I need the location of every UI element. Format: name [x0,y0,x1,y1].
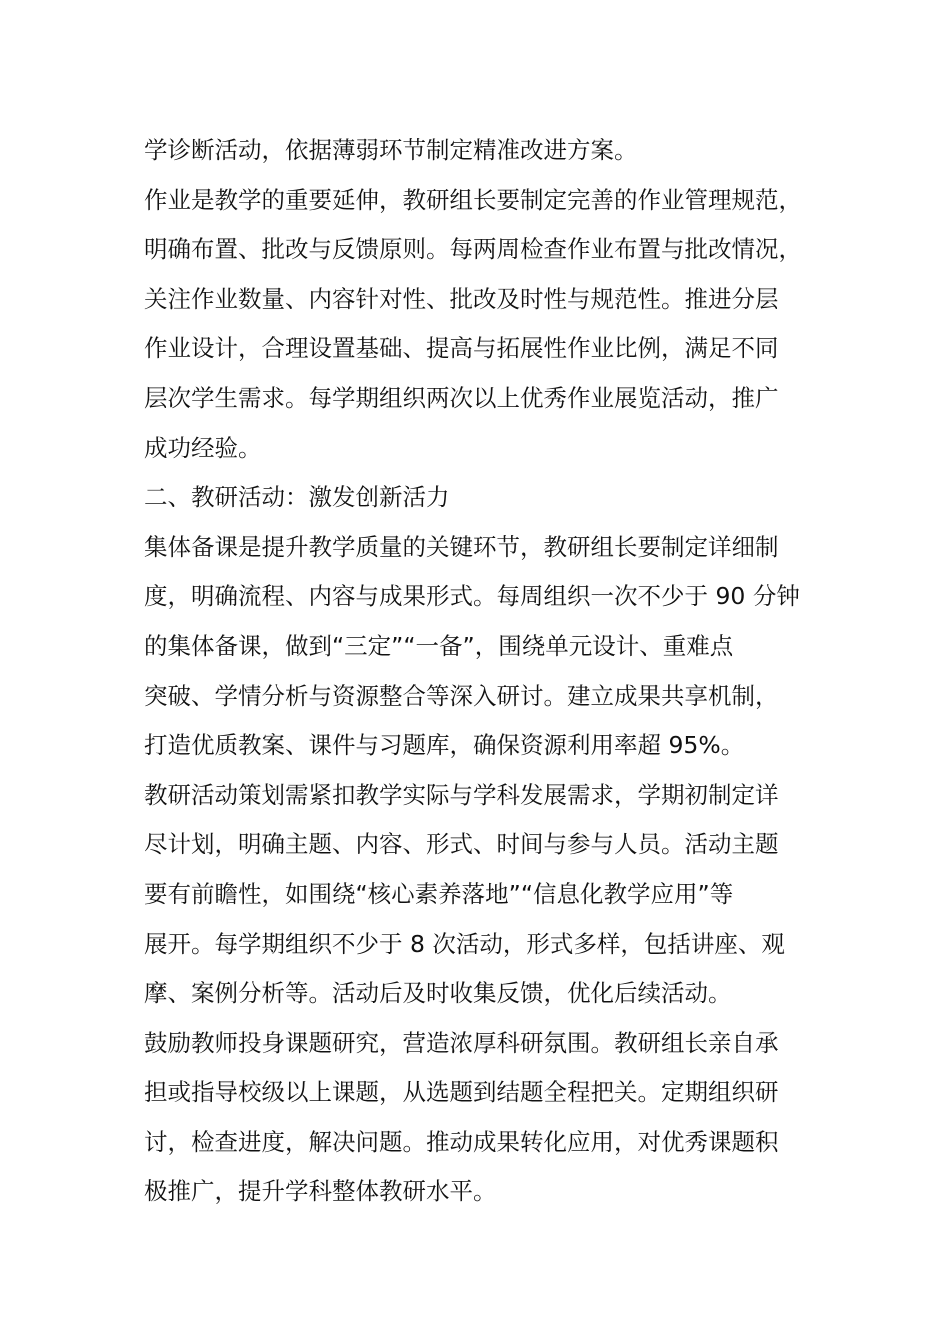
text-line: 成功经验。 [144,433,262,462]
text-line: 突破、学情分析与资源整合等深入研讨。建立成果共享机制， [144,681,779,710]
text-line: 的集体备课，做到“三定”“一备”，围绕单元设计、重难点 [144,631,734,660]
text-line: 集体备课是提升教学质量的关键环节，教研组长要制定详细制 [144,532,779,561]
text-line: 极推广，提升学科整体教研水平。 [144,1177,497,1206]
text-line: 打造优质教案、课件与习题库，确保资源利用率超 95%。 [144,731,745,760]
body-text [144,126,844,1217]
text-line: 层次学生需求。每学期组织两次以上优秀作业展览活动，推广 [144,383,779,412]
text-line: 教研活动策划需紧扣教学实际与学科发展需求，学期初制定详 [144,780,779,809]
text-line: 展开。每学期组织不少于 8 次活动，形式多样，包括讲座、观 [144,929,785,958]
text-line: 关注作业数量、内容针对性、批改及时性与规范性。推进分层 [144,284,779,313]
text-line: 明确布置、批改与反馈原则。每两周检查作业布置与批改情况， [144,235,802,264]
text-line: 要有前瞻性，如围绕“核心素养落地”“信息化教学应用”等 [144,879,734,908]
text-line: 鼓励教师投身课题研究，营造浓厚科研氛围。教研组长亲自承 [144,1028,779,1057]
text-line: 尽计划，明确主题、内容、形式、时间与参与人员。活动主题 [144,830,779,859]
text-line: 摩、案例分析等。活动后及时收集反馈，优化后续活动。 [144,979,732,1008]
text-line: 作业设计，合理设置基础、提高与拓展性作业比例，满足不同 [144,334,779,363]
text-line: 讨，检查进度，解决问题。推动成果转化应用，对优秀课题积 [144,1127,779,1156]
section-heading: 二、教研活动：激发创新活力 [144,483,450,512]
text-line: 担或指导校级以上课题，从选题到结题全程把关。定期组织研 [144,1078,779,1107]
text-line: 学诊断活动，依据薄弱环节制定精准改进方案。 [144,136,638,164]
text-line: 作业是教学的重要延伸，教研组长要制定完善的作业管理规范， [144,185,802,214]
text-line: 度，明确流程、内容与成果形式。每周组织一次不少于 90 分钟 [144,582,800,611]
